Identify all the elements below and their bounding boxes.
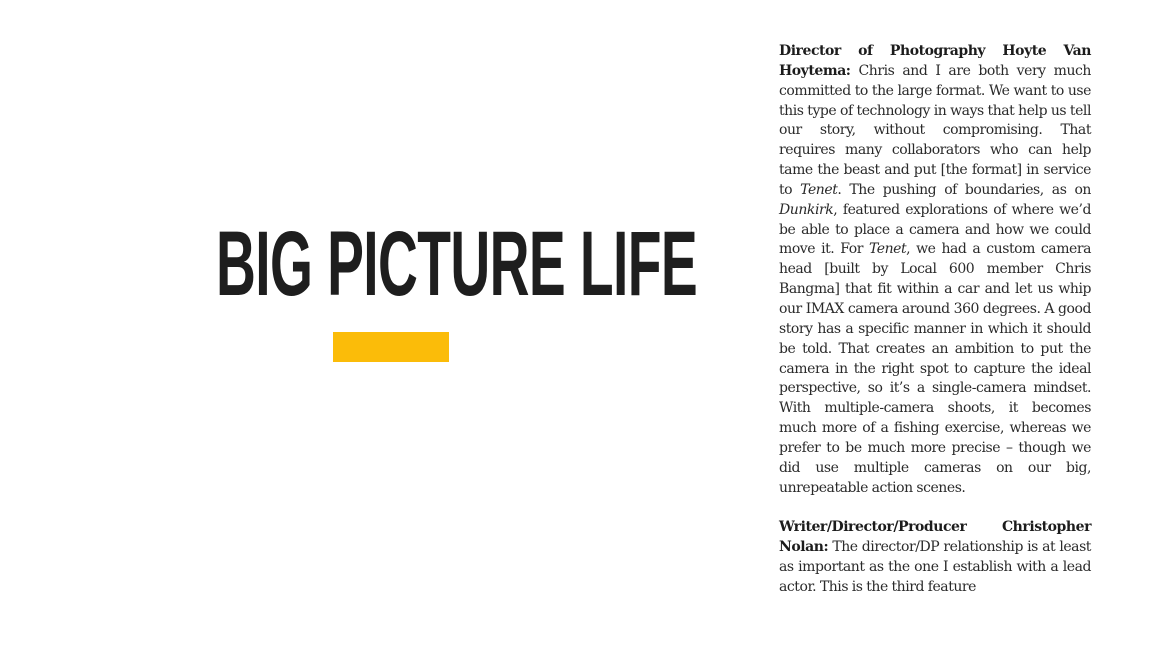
speaker-name: Writer/Director/Producer Christopher Nolan: [779, 519, 1091, 556]
paragraph-text: Chris and I are both very much committed to the large format. We want to use this type of technology in ways that help us tell our story, without compromising. That requires many collaborators who can help tame the beast and put [the format] in service to [779, 62, 1091, 198]
film-title: Dunkirk [779, 201, 834, 218]
paragraph-text: . The pushing of boundaries, as on [837, 181, 1091, 198]
paragraph-text: The director/DP relationship is at least as important as the one I establish with a lead actor. This is the third feature [779, 539, 1091, 595]
speaker-name: Director of Photography Hoyte Van Hoytema: [779, 43, 1091, 79]
accent-bar [333, 332, 449, 362]
article-paragraph [779, 518, 1091, 597]
article-body [779, 42, 1091, 617]
paragraph-text: , we had a custom camera head [built by Local 600 member Chris Bangma] that fit within a car and let us whip our IMAX camera around 360 degrees. A good story has a specific manner in which it should be told. That creates an ambition to put the camera in the right spot to capture the ideal perspective, so it’s a single-camera mindset. With multiple-camera shoots, it becomes much more of a fishing exercise, whereas we prefer to be much more precise – though we did use multiple cameras on our big, unrepeatable action scenes. [779, 241, 1091, 496]
article-paragraph [779, 42, 1091, 498]
page-title: BIG PICTURE LIFE [216, 213, 698, 315]
film-title: Tenet [868, 241, 907, 258]
paragraph-text: , featured explorations of where we’d be able to place a camera and how we could move it. For [779, 201, 1091, 258]
film-title: Tenet [800, 181, 838, 198]
